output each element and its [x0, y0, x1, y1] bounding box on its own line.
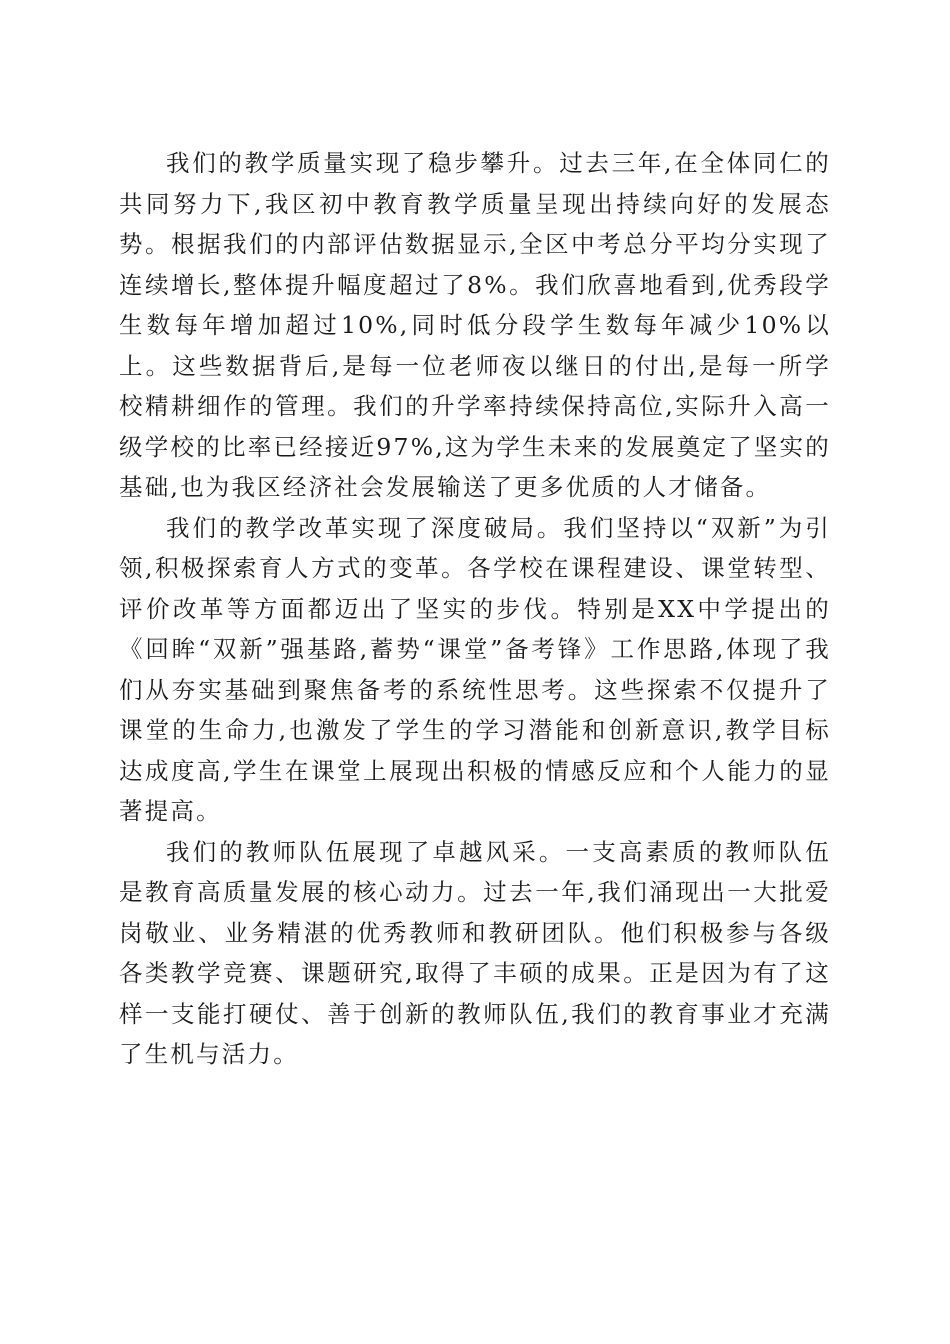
paragraph-teaching-quality: 我们的教学质量实现了稳步攀升。过去三年,在全体同仁的共同努力下,我区初中教育教学质量呈现出持续向好的发展态势。根据我们的内部评估数据显示,全区中考总分平均分实现了连续增长,整体提升幅度超过了8%。我们欣喜地看到,优秀段学生数每年增加超过10%,同时低分段学生数每年减少10%以上。这些数据背后,是每一位老师夜以继日的付出,是每一所学校精耕细作的管理。我们的升学率持续保持高位,实际升入高一级学校的比率已经接近97%,这为学生未来的发展奠定了坚实的基础,也为我区经济社会发展输送了更多优质的人才储备。 [119, 149, 831, 501]
document-body [119, 143, 831, 1075]
paragraph-teaching-reform: 我们的教学改革实现了深度破局。我们坚持以“双新”为引领,积极探索育人方式的变革。各学校在课程建设、课堂转型、评价改革等方面都迈出了坚实的步伐。特别是XX中学提出的《回眸“双新”强基路,蓄势“课堂”备考锋》工作思路,体现了我们从夯实基础到聚焦备考的系统性思考。这些探索不仅提升了课堂的生命力,也激发了学生的学习潜能和创新意识,教学目标达成度高,学生在课堂上展现出积极的情感反应和个人能力的显著提高。 [119, 513, 831, 825]
paragraph-teacher-team: 我们的教师队伍展现了卓越风采。一支高素质的教师队伍是教育高质量发展的核心动力。过去一年,我们涌现出一大批爱岗敬业、业务精湛的优秀教师和教研团队。他们积极参与各级各类教学竞赛、课题研究,取得了丰硕的成果。正是因为有了这样一支能打硬仗、善于创新的教师队伍,我们的教育事业才充满了生机与活力。 [119, 837, 831, 1068]
